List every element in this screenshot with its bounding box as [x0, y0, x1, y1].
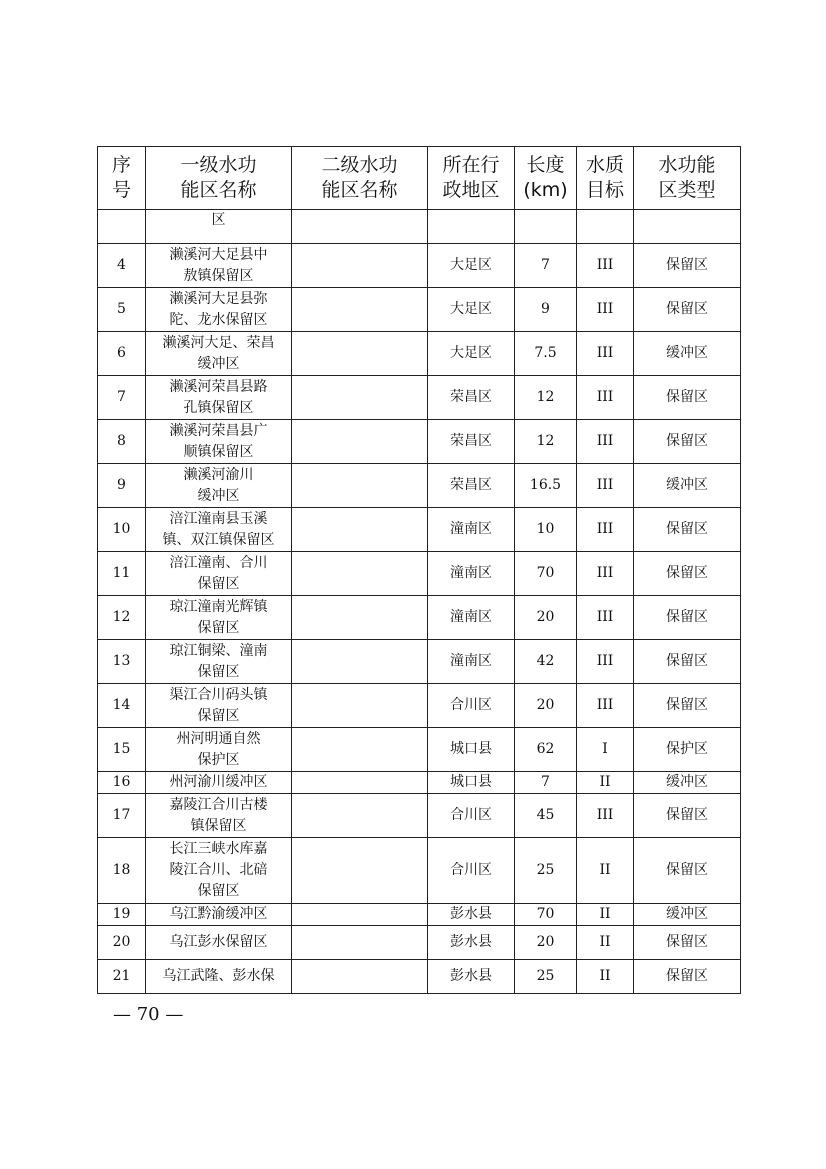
cell-secondary-zone	[292, 728, 428, 772]
cell-primary-zone	[146, 376, 292, 420]
cell-secondary-zone	[292, 772, 428, 794]
cell-type: 缓冲区	[634, 332, 741, 376]
cell-primary-zone	[146, 596, 292, 640]
cell-seq: 16	[98, 772, 146, 794]
cell-secondary-zone	[292, 596, 428, 640]
table-body	[98, 210, 741, 994]
cell-quality	[577, 210, 634, 244]
cell-quality: III	[577, 684, 634, 728]
zone-name-line: 保留区	[197, 575, 240, 592]
zone-name-line: 陀、龙水保留区	[169, 311, 268, 328]
table-row	[98, 288, 741, 332]
cell-seq	[98, 210, 146, 244]
zone-name-line: 渠江合川码头镇	[169, 686, 268, 703]
cell-seq: 5	[98, 288, 146, 332]
cell-length: 20	[515, 926, 577, 960]
table-row	[98, 838, 741, 904]
cell-secondary-zone	[292, 508, 428, 552]
table-row	[98, 508, 741, 552]
cell-quality: III	[577, 376, 634, 420]
cell-secondary-zone	[292, 640, 428, 684]
zone-name-line: 乌江彭水保留区	[169, 934, 268, 950]
cell-quality: III	[577, 464, 634, 508]
header-primary-zone: 一级水功 能区名称	[146, 147, 292, 210]
cell-seq: 13	[98, 640, 146, 684]
cell-quality: III	[577, 288, 634, 332]
cell-region: 潼南区	[428, 596, 515, 640]
cell-secondary-zone	[292, 244, 428, 288]
cell-primary-zone	[146, 926, 292, 960]
cell-seq: 18	[98, 838, 146, 904]
table-row	[98, 728, 741, 772]
cell-region: 大足区	[428, 332, 515, 376]
cell-length: 25	[515, 960, 577, 994]
cell-seq: 15	[98, 728, 146, 772]
cell-seq: 12	[98, 596, 146, 640]
table-row	[98, 640, 741, 684]
cell-primary-zone	[146, 464, 292, 508]
cell-region: 潼南区	[428, 508, 515, 552]
zone-name-line: 濑溪河大足、荣昌	[162, 334, 275, 351]
cell-quality: III	[577, 794, 634, 838]
cell-primary-zone	[146, 960, 292, 994]
table-row	[98, 904, 741, 926]
cell-region: 彭水县	[428, 960, 515, 994]
cell-primary-zone	[146, 728, 292, 772]
cell-region: 彭水县	[428, 904, 515, 926]
table-row	[98, 794, 741, 838]
cell-quality: III	[577, 508, 634, 552]
cell-primary-zone	[146, 244, 292, 288]
cell-type: 保留区	[634, 926, 741, 960]
zone-name-line: 保留区	[197, 619, 240, 636]
zone-name-line: 缓冲区	[197, 355, 240, 372]
cell-length: 70	[515, 552, 577, 596]
cell-region: 大足区	[428, 288, 515, 332]
cell-type: 保护区	[634, 728, 741, 772]
zone-name-line: 保留区	[197, 883, 240, 899]
table-row-continuation	[98, 210, 741, 244]
cell-region: 荣昌区	[428, 376, 515, 420]
header-region: 所在行 政地区	[428, 147, 515, 210]
cell-length: 7	[515, 772, 577, 794]
cell-length: 16.5	[515, 464, 577, 508]
cell-seq: 4	[98, 244, 146, 288]
table-header-row	[98, 147, 741, 210]
cell-seq: 8	[98, 420, 146, 464]
cell-type: 保留区	[634, 640, 741, 684]
cell-seq: 9	[98, 464, 146, 508]
cell-secondary-zone	[292, 904, 428, 926]
zone-name-line: 琼江潼南光辉镇	[169, 598, 268, 615]
cell-region: 大足区	[428, 244, 515, 288]
cell-type: 保留区	[634, 420, 741, 464]
zone-name-line: 敖镇保留区	[183, 267, 254, 284]
cell-type: 缓冲区	[634, 772, 741, 794]
cell-length: 7	[515, 244, 577, 288]
cell-length: 10	[515, 508, 577, 552]
cell-type: 保留区	[634, 288, 741, 332]
cell-seq: 17	[98, 794, 146, 838]
zone-name-line: 孔镇保留区	[183, 399, 254, 416]
cell-region: 合川区	[428, 684, 515, 728]
header-length: 长度 (km)	[515, 147, 577, 210]
zone-name-line: 缓冲区	[197, 487, 240, 504]
cell-secondary-zone	[292, 332, 428, 376]
cell-length: 9	[515, 288, 577, 332]
cell-type: 保留区	[634, 244, 741, 288]
cell-quality: III	[577, 244, 634, 288]
table-row	[98, 332, 741, 376]
cell-length: 62	[515, 728, 577, 772]
cell-seq: 11	[98, 552, 146, 596]
cell-primary-zone	[146, 838, 292, 904]
cell-length: 20	[515, 596, 577, 640]
cell-type: 保留区	[634, 794, 741, 838]
cell-primary-zone	[146, 684, 292, 728]
cell-primary-zone	[146, 552, 292, 596]
cell-seq: 21	[98, 960, 146, 994]
zone-name-line: 濑溪河荣昌县广	[169, 422, 268, 439]
zone-name-line: 濑溪河大足县弥	[169, 290, 268, 307]
cell-secondary-zone	[292, 684, 428, 728]
header-seq: 序 号	[98, 147, 146, 210]
cell-secondary-zone	[292, 420, 428, 464]
cell-region: 荣昌区	[428, 420, 515, 464]
table-row	[98, 420, 741, 464]
cell-region: 荣昌区	[428, 464, 515, 508]
cell-primary-zone	[146, 904, 292, 926]
water-function-zone-table	[97, 146, 741, 994]
cell-type: 缓冲区	[634, 904, 741, 926]
zone-name-line: 琼江铜梁、潼南	[169, 642, 268, 659]
cell-type: 保留区	[634, 960, 741, 994]
cell-length: 12	[515, 376, 577, 420]
cell-primary-zone: 区	[146, 210, 292, 244]
cell-region: 城口县	[428, 728, 515, 772]
cell-region: 合川区	[428, 838, 515, 904]
cell-seq: 14	[98, 684, 146, 728]
cell-secondary-zone	[292, 960, 428, 994]
zone-name-line: 州河渝川缓冲区	[169, 774, 268, 790]
cell-primary-zone	[146, 794, 292, 838]
table-row	[98, 684, 741, 728]
cell-seq: 10	[98, 508, 146, 552]
zone-name-line: 陵江合川、北碚	[169, 862, 268, 878]
zone-name-line: 乌江黔渝缓冲区	[169, 906, 268, 922]
zone-name-line: 顺镇保留区	[183, 443, 254, 460]
cell-length	[515, 210, 577, 244]
cell-quality: II	[577, 772, 634, 794]
cell-quality: III	[577, 552, 634, 596]
header-secondary-zone: 二级水功 能区名称	[292, 147, 428, 210]
cell-primary-zone	[146, 420, 292, 464]
table-row	[98, 244, 741, 288]
zone-name-line: 州河明通自然	[176, 730, 261, 747]
table-row	[98, 376, 741, 420]
zone-name-line: 镇、双江镇保留区	[162, 531, 275, 548]
cell-secondary-zone	[292, 926, 428, 960]
cell-type: 保留区	[634, 684, 741, 728]
zone-name-line: 濑溪河渝川	[183, 466, 254, 483]
cell-region: 城口县	[428, 772, 515, 794]
zone-name-line: 保留区	[197, 707, 240, 724]
cell-secondary-zone	[292, 552, 428, 596]
cell-secondary-zone	[292, 210, 428, 244]
cell-quality: II	[577, 904, 634, 926]
cell-type: 缓冲区	[634, 464, 741, 508]
cell-type	[634, 210, 741, 244]
cell-primary-zone	[146, 772, 292, 794]
cell-seq: 20	[98, 926, 146, 960]
cell-quality: III	[577, 332, 634, 376]
zone-name-line: 濑溪河荣昌县路	[169, 378, 268, 395]
cell-primary-zone	[146, 288, 292, 332]
cell-type: 保留区	[634, 552, 741, 596]
cell-length: 70	[515, 904, 577, 926]
header-type: 水功能 区类型	[634, 147, 741, 210]
cell-type: 保留区	[634, 838, 741, 904]
cell-secondary-zone	[292, 288, 428, 332]
cell-length: 7.5	[515, 332, 577, 376]
cell-primary-zone	[146, 332, 292, 376]
table-row	[98, 960, 741, 994]
page-number: — 70 —	[113, 1004, 184, 1025]
cell-quality: II	[577, 838, 634, 904]
zone-name-line: 涪江潼南县玉溪	[169, 510, 268, 527]
cell-primary-zone	[146, 508, 292, 552]
cell-primary-zone	[146, 640, 292, 684]
zone-name-line: 濑溪河大足县中	[169, 246, 268, 263]
cell-region	[428, 210, 515, 244]
cell-quality: III	[577, 640, 634, 684]
cell-seq: 6	[98, 332, 146, 376]
cell-region: 彭水县	[428, 926, 515, 960]
cell-region: 潼南区	[428, 552, 515, 596]
cell-region: 合川区	[428, 794, 515, 838]
cell-type: 保留区	[634, 376, 741, 420]
table-row	[98, 926, 741, 960]
zone-name-line: 保留区	[197, 663, 240, 680]
cell-quality: II	[577, 926, 634, 960]
cell-type: 保留区	[634, 596, 741, 640]
header-quality: 水质 目标	[577, 147, 634, 210]
table-row	[98, 596, 741, 640]
cell-region: 潼南区	[428, 640, 515, 684]
zone-name-line: 乌江武隆、彭水保	[162, 968, 275, 984]
cell-secondary-zone	[292, 838, 428, 904]
cell-length: 12	[515, 420, 577, 464]
cell-seq: 7	[98, 376, 146, 420]
cell-quality: I	[577, 728, 634, 772]
cell-quality: III	[577, 420, 634, 464]
table-row	[98, 464, 741, 508]
zone-name-line: 长江三峡水库嘉	[169, 841, 268, 857]
zone-name-line: 保护区	[197, 751, 240, 768]
zone-name-line: 涪江潼南、合川	[169, 554, 268, 571]
cell-length: 45	[515, 794, 577, 838]
table-row	[98, 772, 741, 794]
zone-name-line: 嘉陵江合川古楼	[169, 796, 268, 813]
cell-seq: 19	[98, 904, 146, 926]
cell-quality: III	[577, 596, 634, 640]
cell-secondary-zone	[292, 794, 428, 838]
cell-quality: II	[577, 960, 634, 994]
cell-type: 保留区	[634, 508, 741, 552]
cell-length: 20	[515, 684, 577, 728]
cell-secondary-zone	[292, 376, 428, 420]
zone-name-line: 镇保留区	[190, 817, 247, 834]
cell-length: 42	[515, 640, 577, 684]
table-row	[98, 552, 741, 596]
cell-length: 25	[515, 838, 577, 904]
cell-secondary-zone	[292, 464, 428, 508]
